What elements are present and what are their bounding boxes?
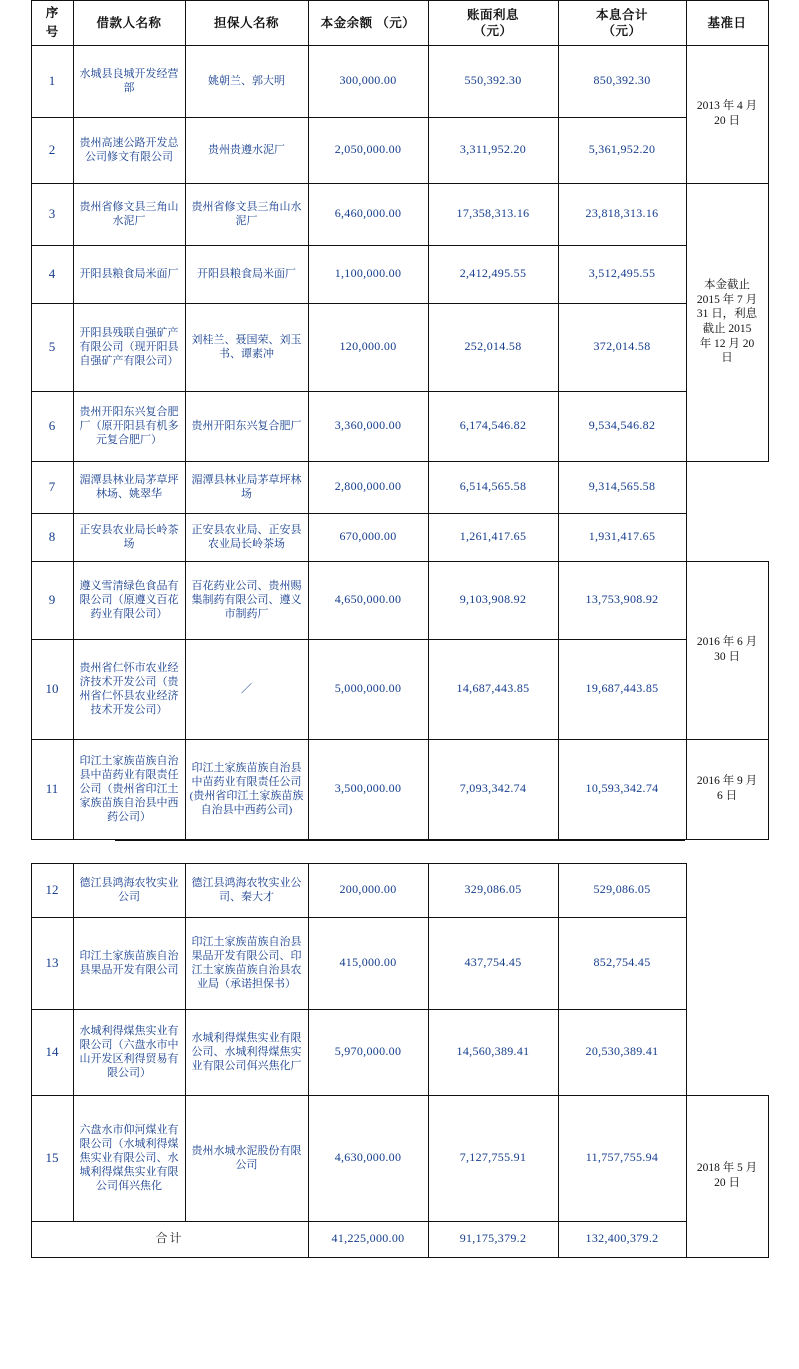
row-borrower: 贵州省仁怀市农业经济技术开发公司（贵州省仁怀县农业经济技术开发公司） [73, 639, 185, 739]
row-total: 852,754.45 [558, 917, 686, 1009]
base-date-line6: 日 [721, 352, 733, 365]
row-interest: 437,754.45 [428, 917, 558, 1009]
base-date-line5: 年 12 月 20 [699, 337, 755, 350]
row-guarantor: 印江土家族苗族自治县果品开发有限公司、印江土家族苗族自治县农业局（承诺担保书） [185, 917, 308, 1009]
row-seq: 8 [31, 513, 73, 561]
header-base-date: 基准日 [686, 1, 768, 46]
row-seq: 12 [31, 863, 73, 917]
base-date-line2: 2015 年 7 月 [696, 293, 758, 306]
row-interest: 14,687,443.85 [428, 639, 558, 739]
header-total-line2: （元） [602, 23, 642, 38]
header-guarantor: 担保人名称 [185, 1, 308, 46]
row-principal: 200,000.00 [308, 863, 428, 917]
header-total-line1: 本息合计 [595, 7, 648, 22]
row-interest: 550,392.30 [428, 45, 558, 117]
table-row [31, 917, 768, 1009]
row-guarantor: ／ [185, 639, 308, 739]
row-borrower: 印江土家族苗族自治县中苗药业有限责任公司（贵州省印江土家族苗族自治县中西药公司） [73, 739, 185, 839]
row-principal: 5,000,000.00 [308, 639, 428, 739]
base-date-blank [686, 461, 768, 561]
header-interest-line2: （元） [473, 23, 513, 38]
row-principal: 4,630,000.00 [308, 1095, 428, 1221]
row-interest: 7,093,342.74 [428, 739, 558, 839]
row-principal: 415,000.00 [308, 917, 428, 1009]
row-seq: 1 [31, 45, 73, 117]
base-date-2015 [686, 183, 768, 461]
row-borrower: 贵州省修文县三角山水泥厂 [73, 183, 185, 245]
row-principal: 2,800,000.00 [308, 461, 428, 513]
base-date-line1: 2018 年 5 月 [696, 1162, 758, 1175]
row-total: 13,753,908.92 [558, 561, 686, 639]
row-seq: 4 [31, 245, 73, 303]
row-borrower: 德江县鸿海农牧实业公司 [73, 863, 185, 917]
base-date-line1: 本金截止 [704, 278, 750, 291]
row-interest: 6,514,565.58 [428, 461, 558, 513]
row-borrower: 遵义雪清绿色食品有限公司（原遵义百花药业有限公司） [73, 561, 185, 639]
row-borrower: 印江土家族苗族自治县果品开发有限公司 [73, 917, 185, 1009]
table-row [31, 183, 768, 245]
table-row [31, 245, 768, 303]
row-guarantor: 水城利得煤焦实业有限公司、水城利得煤焦实业有限公司佴兴焦化厂 [185, 1009, 308, 1095]
row-seq: 3 [31, 183, 73, 245]
row-borrower: 贵州高速公路开发总公司修文有限公司 [73, 117, 185, 183]
row-guarantor: 开阳县粮食局米面厂 [185, 245, 308, 303]
row-guarantor: 百花药业公司、贵州赐集制药有限公司、遵义市制药厂 [185, 561, 308, 639]
base-date-line3: 31 日，利息 [696, 308, 758, 321]
row-seq: 5 [31, 303, 73, 391]
table-row [31, 117, 768, 183]
row-borrower: 水城利得煤焦实业有限公司（六盘水市中山开发区利得贸易有限公司） [73, 1009, 185, 1095]
row-total: 23,818,313.16 [558, 183, 686, 245]
row-borrower: 开阳县残联自强矿产有限公司（现开阳县自强矿产有限公司） [73, 303, 185, 391]
row-total: 529,086.05 [558, 863, 686, 917]
row-total: 850,392.30 [558, 45, 686, 117]
row-interest: 3,311,952.20 [428, 117, 558, 183]
row-principal: 1,100,000.00 [308, 245, 428, 303]
base-date-2018 [686, 1095, 768, 1257]
row-total: 9,534,546.82 [558, 391, 686, 461]
base-date-2016-06 [686, 561, 768, 739]
row-total: 1,931,417.65 [558, 513, 686, 561]
row-borrower: 六盘水市仰河煤业有限公司（水城利得煤焦实业有限公司、水城利得煤焦实业有限公司佴兴焦化 [73, 1095, 185, 1221]
row-total: 20,530,389.41 [558, 1009, 686, 1095]
row-interest: 1,261,417.65 [428, 513, 558, 561]
header-seq [31, 1, 73, 46]
row-interest: 9,103,908.92 [428, 561, 558, 639]
row-total: 11,757,755.94 [558, 1095, 686, 1221]
header-total [558, 1, 686, 46]
table-row [31, 1095, 768, 1221]
base-date-line2: 6 日 [716, 790, 738, 802]
row-total: 9,314,565.58 [558, 461, 686, 513]
table-row [31, 739, 768, 839]
table-row [31, 45, 768, 117]
table-row [31, 391, 768, 461]
base-date-line1: 2013 年 4 月 [696, 100, 758, 113]
row-seq: 9 [31, 561, 73, 639]
row-principal: 4,650,000.00 [308, 561, 428, 639]
row-principal: 3,360,000.00 [308, 391, 428, 461]
header-interest-line1: 账面利息 [466, 7, 519, 22]
row-borrower: 正安县农业局长岭茶场 [73, 513, 185, 561]
header-borrower: 借款人名称 [73, 1, 185, 46]
base-date-2016-09 [686, 739, 768, 839]
row-principal: 670,000.00 [308, 513, 428, 561]
table-row [31, 461, 768, 513]
row-interest: 17,358,313.16 [428, 183, 558, 245]
row-principal: 6,460,000.00 [308, 183, 428, 245]
row-borrower: 贵州开阳东兴复合肥厂（原开阳县有机多元复合肥厂） [73, 391, 185, 461]
row-seq: 2 [31, 117, 73, 183]
row-interest: 14,560,389.41 [428, 1009, 558, 1095]
row-seq: 15 [31, 1095, 73, 1221]
base-date-line2: 20 日 [714, 1177, 740, 1189]
table-row [31, 303, 768, 391]
total-interest: 91,175,379.2 [428, 1221, 558, 1257]
table-row [31, 513, 768, 561]
row-guarantor: 贵州开阳东兴复合肥厂 [185, 391, 308, 461]
table-row [31, 863, 768, 917]
row-total: 5,361,952.20 [558, 117, 686, 183]
base-date-line4: 截止 2015 [702, 323, 752, 335]
page-break-gap [0, 841, 799, 863]
row-total: 19,687,443.85 [558, 639, 686, 739]
row-seq: 6 [31, 391, 73, 461]
table-row [31, 561, 768, 639]
row-seq: 7 [31, 461, 73, 513]
row-guarantor: 正安县农业局、正安县农业局长岭茶场 [185, 513, 308, 561]
row-seq: 10 [31, 639, 73, 739]
row-guarantor: 印江土家族苗族自治县中苗药业有限责任公司(贵州省印江土家族苗族自治县中西药公司) [185, 739, 308, 839]
row-seq: 14 [31, 1009, 73, 1095]
row-interest: 252,014.58 [428, 303, 558, 391]
row-interest: 7,127,755.91 [428, 1095, 558, 1221]
row-guarantor: 德江县鸿海农牧实业公司、秦大才 [185, 863, 308, 917]
row-borrower: 水城县良城开发经营部 [73, 45, 185, 117]
row-principal: 300,000.00 [308, 45, 428, 117]
debt-table-part-1 [31, 0, 769, 840]
base-date-line2: 30 日 [714, 651, 740, 663]
base-date-2013 [686, 45, 768, 183]
table-row [31, 639, 768, 739]
row-principal: 5,970,000.00 [308, 1009, 428, 1095]
debt-table-part-2 [31, 863, 769, 1258]
row-seq: 13 [31, 917, 73, 1009]
total-principal: 41,225,000.00 [308, 1221, 428, 1257]
row-principal: 120,000.00 [308, 303, 428, 391]
table-row [31, 1009, 768, 1095]
table-header-row [31, 1, 768, 46]
row-interest: 2,412,495.55 [428, 245, 558, 303]
row-borrower: 湄潭县林业局茅草坪林场、姚翠华 [73, 461, 185, 513]
row-guarantor: 刘桂兰、聂国荣、刘玉书、谭素冲 [185, 303, 308, 391]
header-principal: 本金余额 （元） [308, 1, 428, 46]
row-total: 3,512,495.55 [558, 245, 686, 303]
base-date-line1: 2016 年 6 月 [696, 636, 758, 649]
row-principal: 3,500,000.00 [308, 739, 428, 839]
base-date-line2: 20 日 [714, 115, 740, 127]
table-total-row [31, 1221, 768, 1257]
row-total: 372,014.58 [558, 303, 686, 391]
row-principal: 2,050,000.00 [308, 117, 428, 183]
total-label: 合计 [31, 1221, 308, 1257]
row-guarantor: 贵州省修文县三角山水泥厂 [185, 183, 308, 245]
row-guarantor: 贵州水城水泥股份有限公司 [185, 1095, 308, 1221]
header-seq-line2: 号 [45, 24, 59, 39]
row-seq: 11 [31, 739, 73, 839]
header-seq-line1: 序 [45, 6, 59, 20]
header-interest [428, 1, 558, 46]
base-date-blank [686, 863, 768, 1095]
row-guarantor: 贵州贵遵水泥厂 [185, 117, 308, 183]
base-date-line1: 2016 年 9 月 [696, 775, 758, 788]
row-guarantor: 湄潭县林业局茅草坪林场 [185, 461, 308, 513]
row-borrower: 开阳县粮食局米面厂 [73, 245, 185, 303]
row-interest: 329,086.05 [428, 863, 558, 917]
row-guarantor: 姚朝兰、郭大明 [185, 45, 308, 117]
row-total: 10,593,342.74 [558, 739, 686, 839]
total-total: 132,400,379.2 [558, 1221, 686, 1257]
row-interest: 6,174,546.82 [428, 391, 558, 461]
